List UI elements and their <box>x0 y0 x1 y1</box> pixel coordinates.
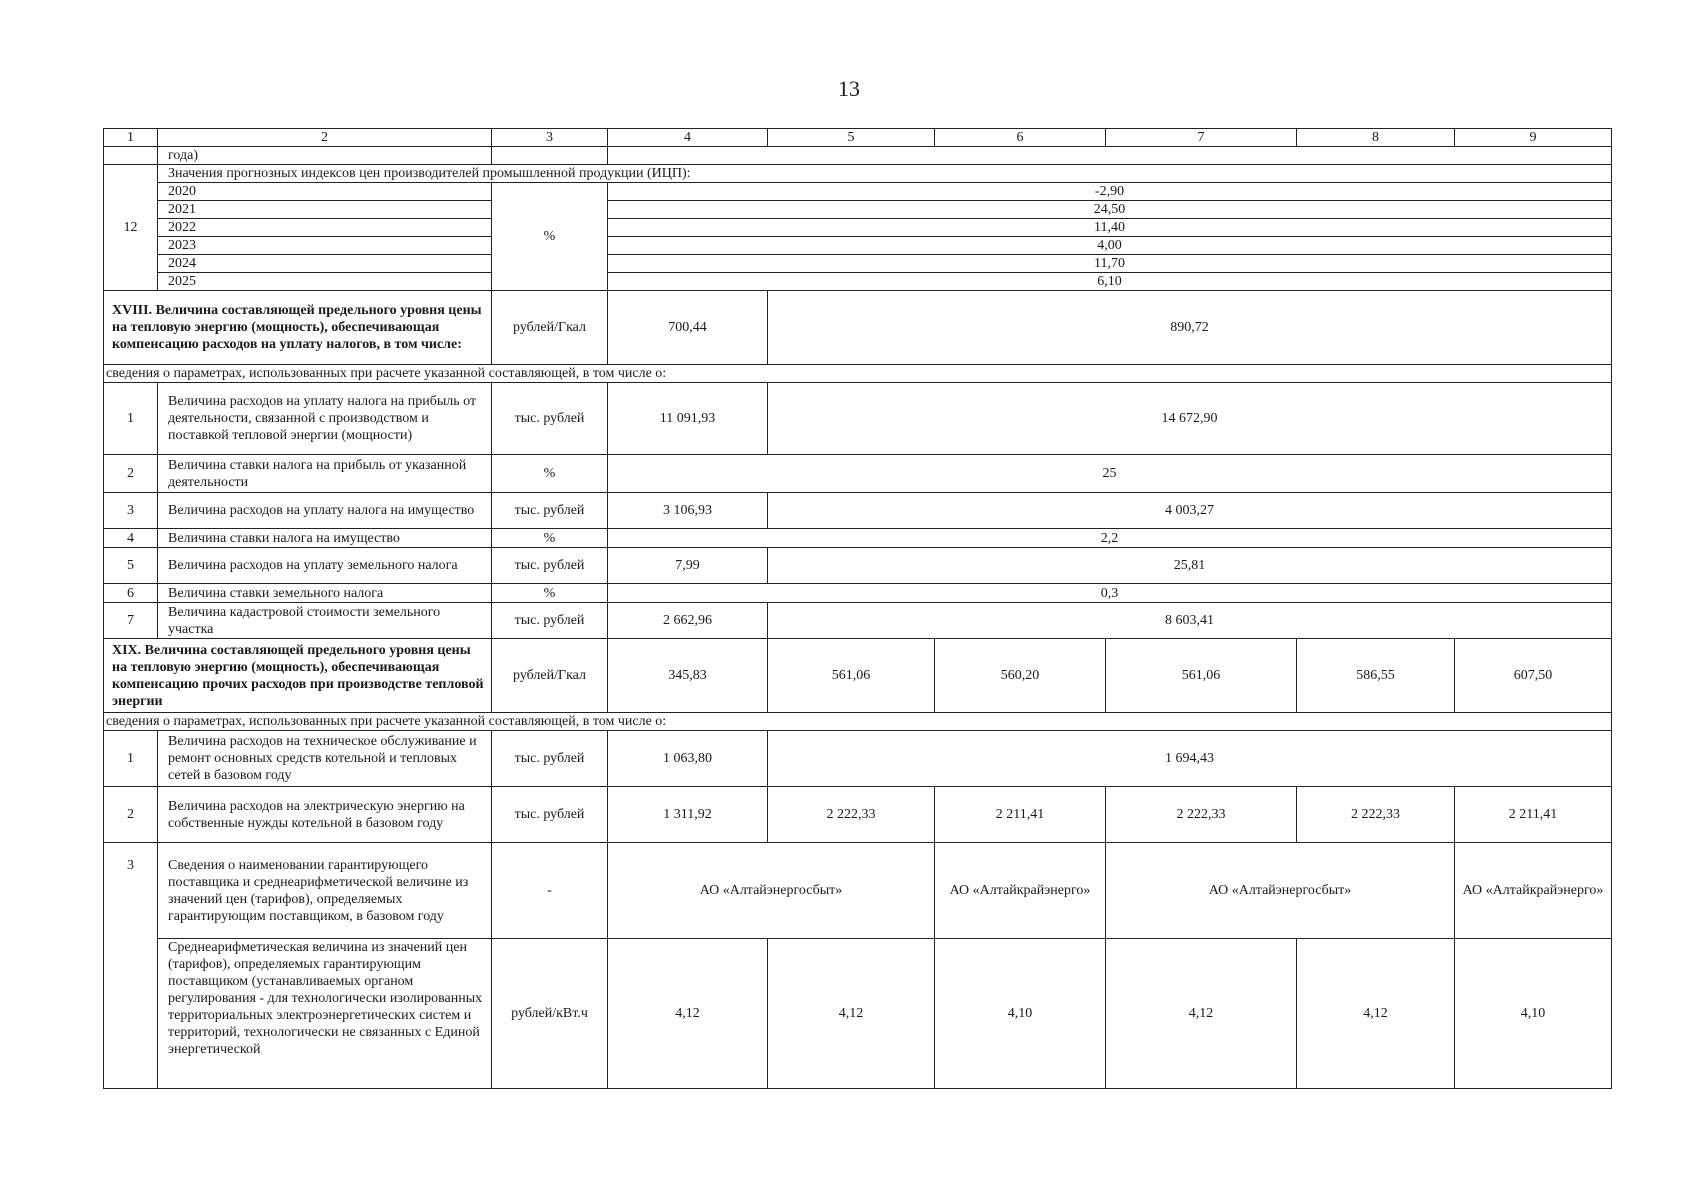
section-xix-row <box>104 639 1612 713</box>
s18-item-num: 2 <box>104 455 158 493</box>
s18-item-unit: % <box>492 455 608 493</box>
s19-item1-col4: 1 063,80 <box>608 731 768 787</box>
section-xix-params-row <box>104 713 1612 731</box>
s18-item-col4: 2 662,96 <box>608 603 768 639</box>
s18-item-unit: тыс. рублей <box>492 383 608 455</box>
page-number: 13 <box>838 76 860 101</box>
s18-item-desc: Величина расходов на уплату земельного налога <box>158 548 492 584</box>
s19-item3b-value: 4,12 <box>608 939 768 1089</box>
col-header-5: 5 <box>768 129 935 147</box>
s19-item3b-unit: рублей/кВт.ч <box>492 939 608 1089</box>
s19-item3a-desc: Сведения о наименовании гарантирующего поставщика и среднеарифметической величине из значений цен (тарифов), определяемых гарантирующим поставщиком, в базовом году <box>158 843 492 939</box>
section-xviii-col5-9: 890,72 <box>768 291 1612 365</box>
block12-row <box>104 201 1612 219</box>
col-header-3: 3 <box>492 129 608 147</box>
s18-item-col4: 11 091,93 <box>608 383 768 455</box>
s19-item3b-row <box>104 939 1612 1089</box>
section-xviii-row <box>104 291 1612 365</box>
s18-item-value: 0,3 <box>608 584 1612 603</box>
s19-item2-desc: Величина расходов на электрическую энергию на собственные нужды котельной в базовом году <box>158 787 492 843</box>
s19-item3b-value: 4,12 <box>1106 939 1297 1089</box>
col-header-7: 7 <box>1106 129 1297 147</box>
block12-title-row <box>104 165 1612 183</box>
block12-value: 4,00 <box>608 237 1612 255</box>
s19-item3b-value: 4,12 <box>1297 939 1455 1089</box>
s19-item3b-desc: Среднеарифметическая величина из значений цен (тарифов), определяемых гарантирующим поставщиком (устанавливаемых органом регулирования - для технологически изолированных территориальных электроэнергетических систем и территорий, технологически не связанных с Единой энергетической <box>158 939 492 1089</box>
s18-item-num: 4 <box>104 529 158 548</box>
col-header-4: 4 <box>608 129 768 147</box>
s19-item2-value: 2 211,41 <box>1455 787 1612 843</box>
s19-item3a-supplier-col6: АО «Алтайкрайэнерго» <box>935 843 1106 939</box>
section-xix-title: XIX. Величина составляющей предельного уровня цены на тепловую энергию (мощность), обеспечивающая компенсацию прочих расходов при производстве тепловой энергии <box>104 639 492 713</box>
section-xix-params-label: сведения о параметрах, использованных при расчете указанной составляющей, в том числе о: <box>104 713 1612 731</box>
s18-item-col4: 3 106,93 <box>608 493 768 529</box>
s18-item-desc: Величина расходов на уплату налога на прибыль от деятельности, связанной с производством и поставкой тепловой энергии (мощности) <box>158 383 492 455</box>
block12-row <box>104 273 1612 291</box>
s18-item-num: 7 <box>104 603 158 639</box>
section-xix-value: 561,06 <box>768 639 935 713</box>
s19-item2-value: 1 311,92 <box>608 787 768 843</box>
block12-value: 11,40 <box>608 219 1612 237</box>
s19-item1-col5-9: 1 694,43 <box>768 731 1612 787</box>
s18-item-row <box>104 529 1612 548</box>
block12-value: 11,70 <box>608 255 1612 273</box>
s18-item-value: 2,2 <box>608 529 1612 548</box>
section-xix-value: 345,83 <box>608 639 768 713</box>
block12-value: -2,90 <box>608 183 1612 201</box>
block12-row <box>104 255 1612 273</box>
s18-item-unit: % <box>492 584 608 603</box>
block12-row <box>104 219 1612 237</box>
section-xviii-params-label: сведения о параметрах, использованных при расчете указанной составляющей, в том числе о: <box>104 365 1612 383</box>
s19-item3a-supplier-col9: АО «Алтайкрайэнерго» <box>1455 843 1612 939</box>
block12-value: 6,10 <box>608 273 1612 291</box>
s18-item-row <box>104 493 1612 529</box>
s19-item2-value: 2 222,33 <box>1106 787 1297 843</box>
col-header-1: 1 <box>104 129 158 147</box>
section-xix-value: 561,06 <box>1106 639 1297 713</box>
s19-item3b-value: 4,10 <box>1455 939 1612 1089</box>
cont-unit-cell <box>492 147 608 165</box>
col-header-2: 2 <box>158 129 492 147</box>
s18-item-unit: тыс. рублей <box>492 603 608 639</box>
s19-item2-value: 2 222,33 <box>768 787 935 843</box>
cont-text: года) <box>158 147 492 165</box>
s18-item-num: 1 <box>104 383 158 455</box>
s19-item3-num: 3 <box>104 843 158 1089</box>
section-xix-value: 607,50 <box>1455 639 1612 713</box>
block12-num: 12 <box>104 165 158 291</box>
s19-item2-value: 2 211,41 <box>935 787 1106 843</box>
s18-item-unit: тыс. рублей <box>492 493 608 529</box>
block12-year: 2024 <box>158 255 492 273</box>
block12-row <box>104 183 1612 201</box>
s18-item-row <box>104 383 1612 455</box>
column-header-row <box>104 129 1612 147</box>
s18-item-col4: 7,99 <box>608 548 768 584</box>
s18-item-row <box>104 603 1612 639</box>
s19-item1-unit: тыс. рублей <box>492 731 608 787</box>
s18-item-unit: % <box>492 529 608 548</box>
block12-unit: % <box>492 183 608 291</box>
s18-item-col5-9: 4 003,27 <box>768 493 1612 529</box>
section-xix-value: 586,55 <box>1297 639 1455 713</box>
s19-item3a-unit: - <box>492 843 608 939</box>
s18-item-row <box>104 584 1612 603</box>
s18-item-unit: тыс. рублей <box>492 548 608 584</box>
s19-item1-num: 1 <box>104 731 158 787</box>
s19-item2-num: 2 <box>104 787 158 843</box>
s19-item3a-row <box>104 843 1612 939</box>
s19-item2-unit: тыс. рублей <box>492 787 608 843</box>
section-xviii-unit: рублей/Гкал <box>492 291 608 365</box>
section-xviii-title: XVIII. Величина составляющей предельного уровня цены на тепловую энергию (мощность), обеспечивающая компенсацию расходов на уплату налогов, в том числе: <box>104 291 492 365</box>
block12-year: 2025 <box>158 273 492 291</box>
col-header-8: 8 <box>1297 129 1455 147</box>
s18-item-num: 5 <box>104 548 158 584</box>
s19-item3a-supplier-col4-5: АО «Алтайэнергосбыт» <box>608 843 935 939</box>
continuation-row <box>104 147 1612 165</box>
block12-year: 2023 <box>158 237 492 255</box>
section-xix-value: 560,20 <box>935 639 1106 713</box>
block12-value: 24,50 <box>608 201 1612 219</box>
s18-item-desc: Величина ставки налога на имущество <box>158 529 492 548</box>
section-xviii-col4: 700,44 <box>608 291 768 365</box>
s18-item-value: 25 <box>608 455 1612 493</box>
s19-item2-value: 2 222,33 <box>1297 787 1455 843</box>
s18-item-num: 3 <box>104 493 158 529</box>
s18-item-row <box>104 455 1612 493</box>
cont-values-cell <box>608 147 1612 165</box>
s18-item-desc: Величина ставки налога на прибыль от указанной деятельности <box>158 455 492 493</box>
s18-item-col5-9: 14 672,90 <box>768 383 1612 455</box>
s18-item-desc: Величина ставки земельного налога <box>158 584 492 603</box>
s18-item-desc: Величина кадастровой стоимости земельного участка <box>158 603 492 639</box>
section-xix-unit: рублей/Гкал <box>492 639 608 713</box>
col-header-9: 9 <box>1455 129 1612 147</box>
s18-item-desc: Величина расходов на уплату налога на имущество <box>158 493 492 529</box>
cont-num-cell <box>104 147 158 165</box>
s18-item-num: 6 <box>104 584 158 603</box>
block12-year: 2021 <box>158 201 492 219</box>
s19-item3b-value: 4,12 <box>768 939 935 1089</box>
block12-row <box>104 237 1612 255</box>
s18-item-col5-9: 25,81 <box>768 548 1612 584</box>
block12-title: Значения прогнозных индексов цен производителей промышленной продукции (ИЦП): <box>158 165 1612 183</box>
tariff-table <box>103 128 1612 1089</box>
block12-year: 2020 <box>158 183 492 201</box>
col-header-6: 6 <box>935 129 1106 147</box>
s19-item1-row <box>104 731 1612 787</box>
s18-item-row <box>104 548 1612 584</box>
s19-item2-row <box>104 787 1612 843</box>
s19-item3a-supplier-col7-8: АО «Алтайэнергосбыт» <box>1106 843 1455 939</box>
s19-item3b-value: 4,10 <box>935 939 1106 1089</box>
s19-item1-desc: Величина расходов на техническое обслуживание и ремонт основных средств котельной и тепловых сетей в базовом году <box>158 731 492 787</box>
s18-item-col5-9: 8 603,41 <box>768 603 1612 639</box>
block12-year: 2022 <box>158 219 492 237</box>
section-xviii-params-row <box>104 365 1612 383</box>
